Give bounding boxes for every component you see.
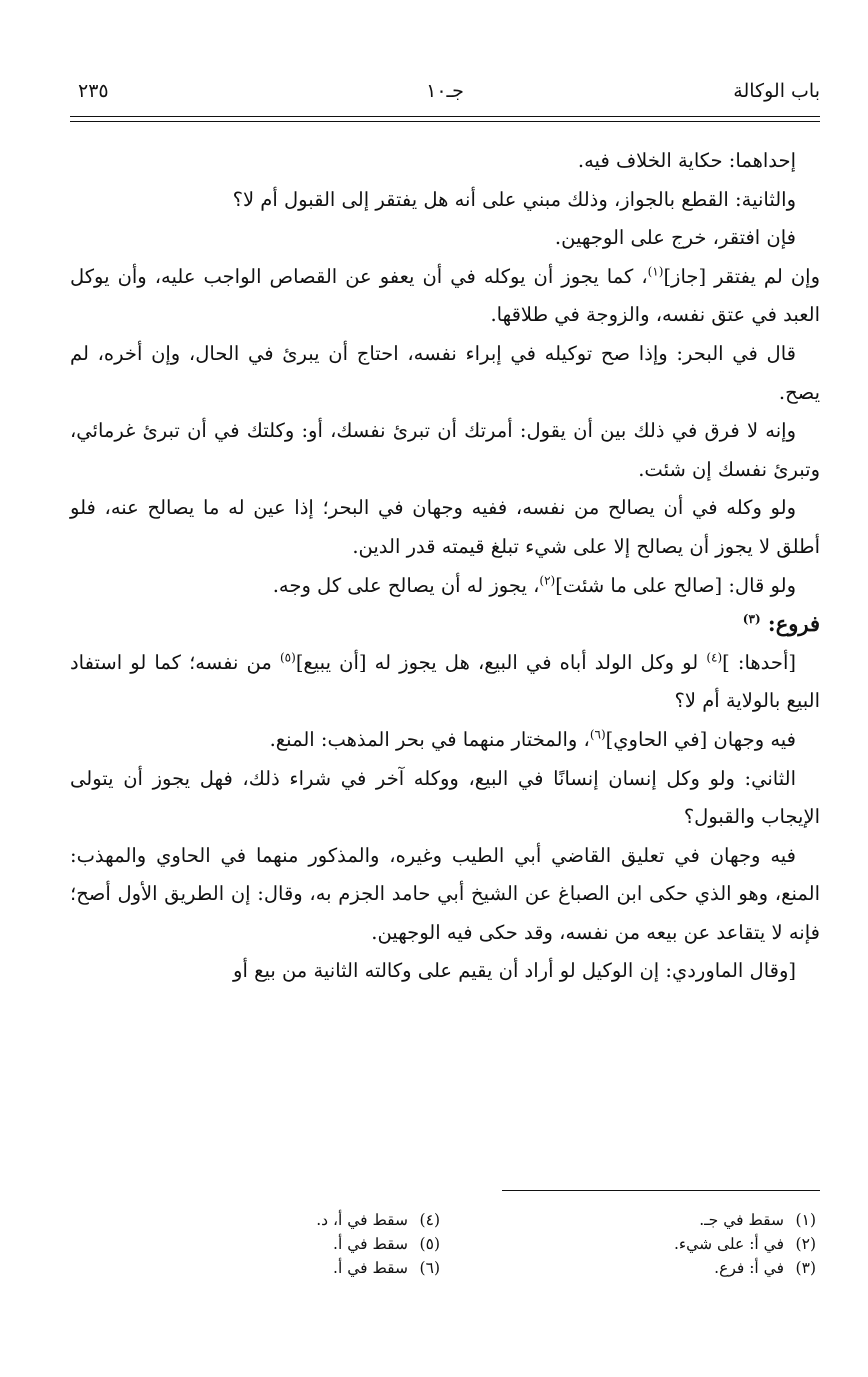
footnotes-column-right [516, 1208, 816, 1280]
footnote: (٤) سقط في أ، د. [316, 1211, 440, 1229]
paragraph: ولو وكله في أن يصالح من نفسه، ففيه وجهان في البحر؛ إذا عين له ما يصالح عنه، فلو أطلق لا يجوز أن يصالح إلا على شيء تبلغ قيمته قدر الدين. [70, 496, 820, 558]
footnotes-column-left [140, 1208, 440, 1280]
footnote-ref[interactable]: (٤) [706, 650, 723, 665]
footnote: (٣) في أ: فرع. [714, 1259, 816, 1277]
footnote-ref[interactable]: (٢) [539, 573, 556, 588]
paragraph: إحداهما: حكاية الخلاف فيه. [577, 149, 796, 172]
paragraph: وإنه لا فرق في ذلك بين أن يقول: أمرتك أن تبرئ نفسك، أو: وكلتك في أن تبرئ غرمائي، وتبرئ نفسك إن شئت. [70, 419, 820, 481]
footnote-ref[interactable]: (٥) [279, 650, 296, 665]
paragraph: ولو قال: [صالح على ما شئت]$^{(٢)}$، يجوز له أن يصالح على كل وجه. [272, 573, 796, 597]
paragraph: وإن لم يفتقر [جاز]$^{(١)}$، كما يجوز أن يوكله في أن يعفو عن القصاص الواجب عليه، وأن يوكل العبد في عتق نفسه، والزوجة في طلاقها. [70, 264, 820, 327]
paragraph: والثانية: القطع بالجواز، وذلك مبني على أنه هل يفتقر إلى القبول أم لا؟ [232, 187, 796, 211]
paragraph: فإن افتقر، خرج على الوجهين. [554, 226, 796, 250]
paragraph: [وقال الماوردي: إن الوكيل لو أراد أن يقيم على وكالته الثانية من بيع أو [233, 959, 796, 983]
section-heading: فروع: $^{(٣)}$ [742, 611, 820, 637]
paragraph: قال في البحر: وإذا صح توكيله في إبراء نفسه، احتاج أن يبرئ في الحال، وإن أخره، لم يصح. [70, 341, 820, 404]
footnote: (٥) سقط في أ. [333, 1235, 440, 1253]
running-header [70, 80, 820, 114]
footnote-ref[interactable]: (٣) [742, 612, 761, 627]
page-number: ٢٣٥ [78, 80, 109, 102]
header-rule [70, 116, 820, 122]
footnote: (٢) في أ: على شيء. [673, 1235, 816, 1253]
book-page [70, 0, 820, 1377]
footnote: (١) سقط في جـ. [699, 1211, 816, 1229]
chapter-title: باب الوكالة [733, 80, 820, 102]
paragraph: الثاني: ولو وكل إنسان إنسانًا في البيع، ووكله آخر في شراء ذلك، فهل يجوز أن يتولى الإيجاب والقبول؟ [70, 766, 820, 829]
paragraph: فيه وجهان [في الحاوي]$^{(٦)}$، والمختار منهما في بحر المذهب: المنع. [269, 727, 796, 751]
volume-label: جـ١٠ [426, 80, 464, 102]
footnote: (٦) سقط في أ. [333, 1259, 440, 1277]
footnote-rule [502, 1190, 820, 1191]
footnote-ref[interactable]: (١) [647, 264, 664, 279]
main-text [70, 142, 820, 991]
footnote-ref[interactable]: (٦) [589, 727, 606, 742]
paragraph: [أحدها: ]$^{(٤)}$ لو وكل الولد أباه في البيع، هل يجوز له [أن يبيع]$^{(٥)}$ من نفسه؛ كما لو استفاد البيع بالولاية أم لا؟ [70, 650, 820, 713]
paragraph: فيه وجهان في تعليق القاضي أبي الطيب وغيره، والمذكور منهما في الحاوي والمهذب: المنع، وهو الذي حكى ابن الصباغ عن الشيخ أبي حامد الجزم به، وقال: إن الطريق الأول أصح؛ فإنه لا يتقاعد عن بيعه من نفسه، وقد حكى فيه الوجهين. [70, 843, 820, 944]
